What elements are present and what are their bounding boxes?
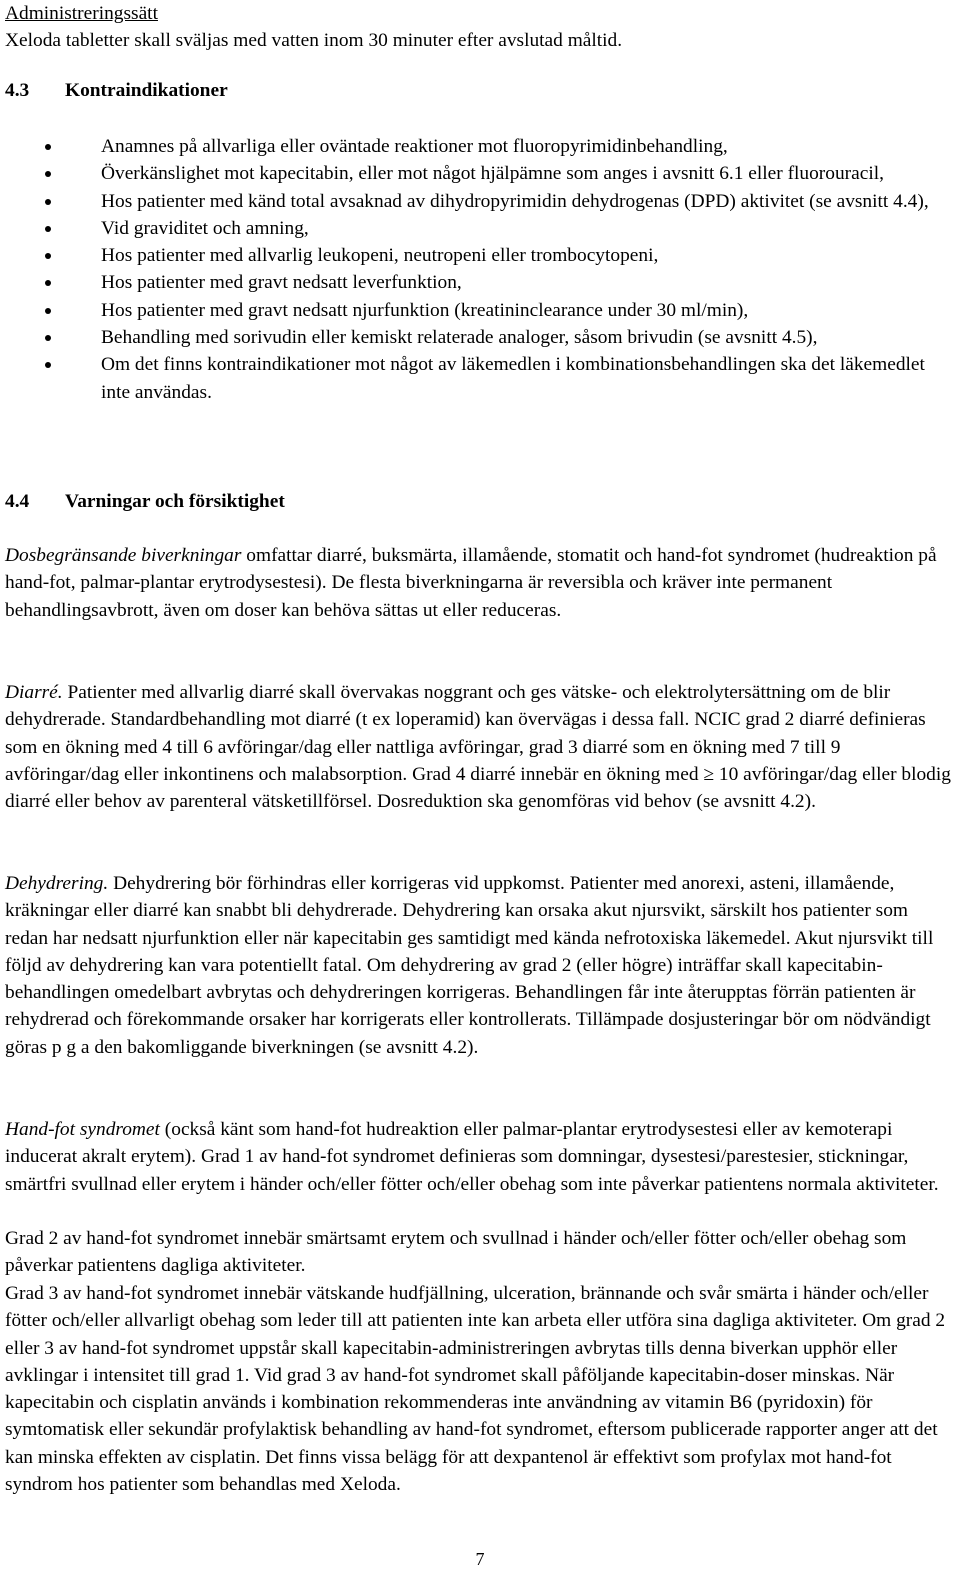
paragraph-dose-limiting (5, 542, 955, 624)
paragraph-text: Dehydrering bör förhindras eller korrigeras vid uppkomst. Patienter med anorexi, asteni, illamående, kräkningar eller diarré kan snabbt bli dehydrerade. Dehydrering kan orsaka akut njursvikt, särskilt hos patienter som redan har nedsatt njurfunktion eller när kapecitabin ges samtidigt med kända nefrotoxiska läkemedel. Akut njursvikt till följd av dehydrering kan vara potentiellt fatal. Om dehydrering av grad 2 (eller högre) inträffar skall kapecitabin-behandlingen omedelbart avbrytas och dehydreringen korrigeras. Behandlingen får inte återupptas förrän patienten är rehydrerad och förekommande orsaker har korrigerats eller kontrollerats. Tillämpade dosjusteringar bör om nödvändigt göras p g a den bakomliggande biverkningen (se avsnitt 4.2). (5, 873, 934, 1058)
paragraph-text: (också känt som hand-fot hudreaktion eller palmar-plantar erytrodysestesi eller av kemoterapi inducerat akralt erytem). Grad 1 av hand-fot syndromet definieras som domningar, dysestesi/parestesier, stickningar, smärtfri svullnad eller erytem i händer och/eller fötter och/eller obehag som inte påverkar patientens normala aktiviteter. (5, 1119, 939, 1195)
admin-section (5, 0, 955, 55)
paragraph-lead: Diarré. (5, 682, 63, 703)
section-4-4-title: Varningar och försiktighet (65, 491, 285, 512)
admin-text: Xeloda tabletter skall sväljas med vatten inom 30 minuter efter avslutad måltid. (5, 30, 623, 52)
paragraph-hand-foot (5, 1116, 955, 1198)
section-4-3-number: 4.3 (5, 80, 30, 101)
list-item: Hos patienter med gravt nedsatt njurfunktion (kreatininclearance under 30 ml/min), (0, 297, 955, 324)
list-item: Hos patienter med gravt nedsatt leverfunktion, (0, 269, 955, 296)
paragraph-grade-2 (5, 1225, 955, 1280)
paragraph-lead: Dehydrering. (5, 873, 109, 894)
list-item: Anamnes på allvarliga eller oväntade reaktioner mot fluoropyrimidinbehandling, (0, 133, 955, 160)
list-item: Vid graviditet och amning, (0, 215, 955, 242)
paragraph-text: Grad 3 av hand-fot syndromet innebär vätskande hudfjällning, ulceration, brännande och svår smärta i händer och/eller fötter och/eller allvarligt obehag som leder till att patienten inte kan arbeta eller utföra sina dagliga aktiviteter. Om grad 2 eller 3 av hand-fot syndromet uppstår skall kapecitabin-administreringen avbrytas tills denna biverkan upphör eller avklingar i intensitet till grad 1. Vid grad 3 av hand-fot syndromet skall påföljande kapecitabin-doser minskas. När kapecitabin och cisplatin används i kombination rekommenderas inte användning av vitamin B6 (pyridoxin) för symtomatisk eller sekundär profylaktisk behandling av hand-fot syndromet, eftersom publicerade rapporter anger att det kan minska effekten av cisplatin. Det finns vissa belägg för att dexpantenol är effektivt som profylax mot hand-fot syndrom hos patienter som behandlas med Xeloda. (5, 1283, 946, 1496)
admin-heading: Administreringssätt (5, 3, 158, 24)
list-item: Hos patienter med allvarlig leukopeni, neutropeni eller trombocytopeni, (0, 242, 955, 269)
list-item: Om det finns kontraindikationer mot något av läkemedlen i kombinationsbehandlingen ska det läkemedlet inte användas. (0, 351, 955, 406)
list-item: Hos patienter med känd total avsaknad av dihydropyrimidin dehydrogenas (DPD) aktivitet (se avsnitt 4.4), (0, 188, 955, 215)
paragraph-diarrhea (5, 679, 955, 815)
paragraph-dehydration (5, 870, 955, 1061)
section-4-3-heading (5, 77, 228, 104)
paragraph-text: Patienter med allvarlig diarré skall övervakas noggrant och ges vätske- och elektrolytersättning om de blir dehydrerade. Standardbehandling mot diarré (t ex loperamid) kan övervägas i dessa fall. NCIC grad 2 diarré definieras som en ökning med 4 till 6 avföringar/dag eller nattliga avföringar, grad 3 diarré som en ökning med 7 till 9 avföringar/dag eller inkontinens och malabsorption. Grad 4 diarré innebär en ökning med ≥ 10 avföringar/dag eller blodig diarré eller behov av parenteral vätsketillförsel. Dosreduktion ska genomföras vid behov (se avsnitt 4.2). (5, 682, 951, 813)
section-4-4-heading (5, 488, 285, 515)
paragraph-text: Grad 2 av hand-fot syndromet innebär smärtsamt erytem och svullnad i händer och/eller fötter och/eller obehag som påverkar patientens dagliga aktiviteter. (5, 1228, 907, 1277)
paragraph-text: omfattar diarré, buksmärta, illamående, stomatit och hand-fot syndromet (hudreaktion på hand-fot, palmar-plantar erytrodysestesi). De flesta biverkningarna är reversibla och kräver inte permanent behandlingsavbrott, även om doser kan behöva sättas ut eller reduceras. (5, 545, 937, 621)
paragraph-grade-3 (5, 1280, 955, 1498)
section-4-3-title: Kontraindikationer (65, 80, 228, 101)
list-item: Behandling med sorivudin eller kemiskt relaterade analoger, såsom brivudin (se avsnitt 4.5), (0, 324, 955, 351)
page-number: 7 (475, 1549, 485, 1569)
list-item: Överkänslighet mot kapecitabin, eller mot något hjälpämne som anges i avsnitt 6.1 eller fluorouracil, (0, 160, 955, 187)
paragraph-lead: Hand-fot syndromet (5, 1119, 160, 1140)
section-4-4-number: 4.4 (5, 491, 30, 512)
paragraph-lead: Dosbegränsande biverkningar (5, 545, 242, 566)
contraindication-list (0, 133, 955, 406)
